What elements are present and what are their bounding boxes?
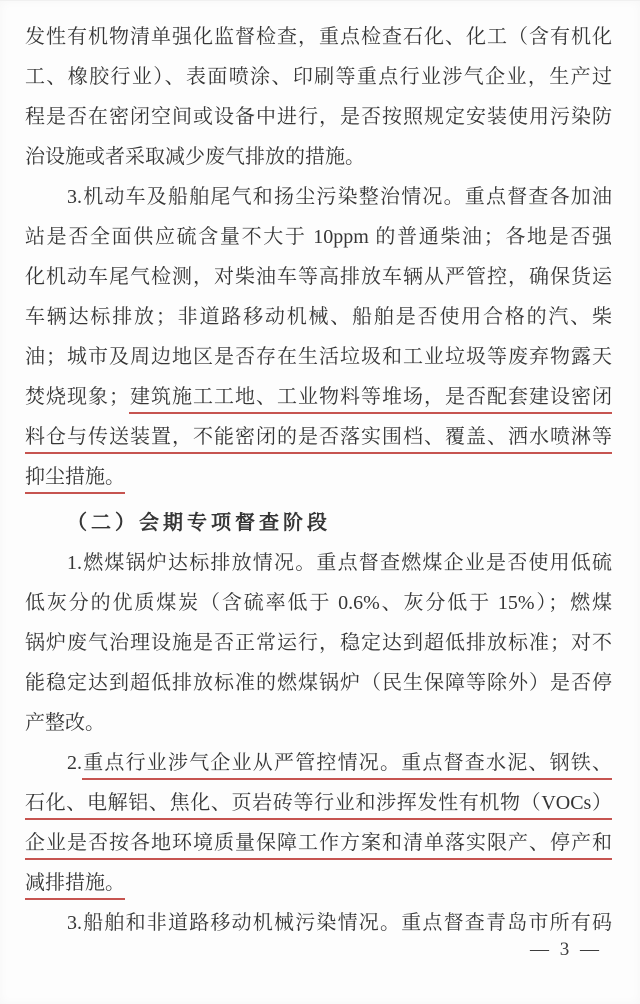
- doc-line: [25, 783, 612, 823]
- doc-line: 车辆达标排放；非道路移动机械、船舶是否使用合格的汽、柴: [25, 306, 612, 328]
- page-number: — 3 —: [530, 939, 602, 960]
- doc-line: [25, 457, 612, 497]
- underlined-text: 抑尘措施。: [25, 466, 125, 494]
- line-text: 2.: [67, 752, 82, 774]
- doc-line: 产整改。: [25, 712, 105, 734]
- underlined-text: 重点行业涉气企业从严管控情况。重点督查水泥、钢铁、: [82, 752, 612, 780]
- doc-line: 油；城市及周边地区是否存在生活垃圾和工业垃圾等废弃物露天: [25, 346, 612, 368]
- doc-line: [25, 417, 612, 457]
- section-heading: （二）会期专项督查阶段: [67, 512, 331, 534]
- underlined-text: 企业是否按各地环境质量保障工作方案和清单落实限产、停产和: [25, 832, 612, 860]
- doc-line: 3.船舶和非道路移动机械污染情况。重点督查青岛市所有码: [67, 912, 612, 934]
- doc-line: [25, 743, 612, 783]
- underlined-text: 料仓与传送装置，不能密闭的是否落实围档、覆盖、洒水喷淋等: [25, 426, 612, 454]
- paragraph-key-industries: [25, 743, 612, 903]
- paragraph-coal-boiler: [25, 543, 612, 743]
- underlined-text: 石化、电解铝、焦化、页岩砖等行业和涉挥发性有机物（VOCs）: [25, 792, 612, 820]
- doc-line: 站是否全面供应硫含量不大于 10ppm 的普通柴油；各地是否强: [25, 226, 612, 248]
- doc-line: 低灰分的优质煤炭（含硫率低于 0.6%、灰分低于 15%）；燃煤: [25, 592, 612, 614]
- doc-line: 3.机动车及船舶尾气和扬尘污染整治情况。重点督查各加油: [67, 186, 612, 208]
- underlined-text: 建筑施工工地、工业物料等堆场，是否配套建设密闭: [129, 386, 612, 414]
- paragraph-voc-inspection: [25, 17, 612, 177]
- paragraph-ships: [25, 903, 612, 943]
- doc-line: 治设施或者采取减少废气排放的措施。: [25, 146, 365, 168]
- doc-line: 1.燃煤锅炉达标排放情况。重点督查燃煤企业是否使用低硫: [67, 552, 612, 574]
- paragraph-vehicle-dust: [25, 177, 612, 497]
- line-text: 焚烧现象；: [25, 386, 129, 408]
- doc-line: [25, 863, 612, 903]
- doc-line: 工、橡胶行业）、表面喷涂、印刷等重点行业涉气企业，生产过: [25, 66, 612, 88]
- doc-line: 锅炉废气治理设施是否正常运行，稳定达到超低排放标准；对不: [25, 632, 612, 654]
- doc-line: 程是否在密闭空间或设备中进行，是否按照规定安装使用污染防: [25, 106, 612, 128]
- doc-line: [25, 377, 612, 417]
- doc-line: [25, 823, 612, 863]
- document-body: [0, 1, 640, 943]
- doc-line: 化机动车尾气检测，对柴油车等高排放车辆从严管控，确保货运: [25, 266, 612, 288]
- underlined-text: 减排措施。: [25, 872, 125, 900]
- doc-line: 能稳定达到超低排放标准的燃煤锅炉（民生保障等除外）是否停: [25, 672, 612, 694]
- doc-line: 发性有机物清单强化监督检查，重点检查石化、化工（含有机化: [25, 26, 612, 48]
